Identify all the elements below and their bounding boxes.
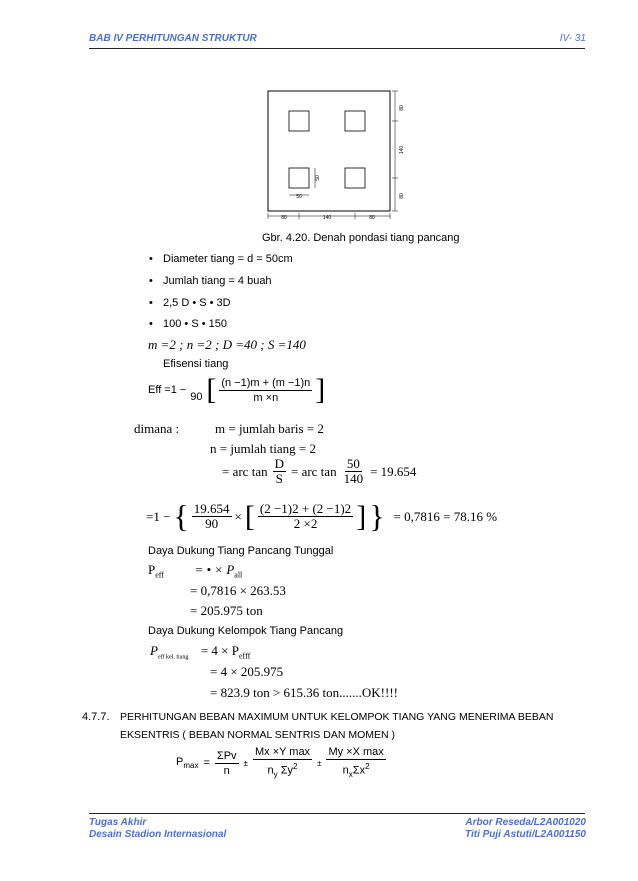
pmax-f2-den: $n_y$ $\Sigma y^2$	[267, 762, 298, 779]
theta-formula	[222, 457, 416, 486]
dim-right-bot: 80	[399, 193, 405, 199]
m-definition: m = jumlah baris = 2	[215, 421, 324, 436]
eff-theta-fraction	[189, 376, 203, 404]
figure-caption: Gbr. 4.20. Denah pondasi tiang pancang	[262, 232, 460, 244]
calc-fraction-2	[258, 502, 353, 531]
theta-50: 50	[346, 456, 360, 471]
pmax-f3-den: $n_x\Sigma x^2$	[342, 762, 370, 779]
efficiency-calculation: =1 − { $\frac{19.654}{90}$ × [ $\frac{(2 -1)2 + (2 -1)2}{2 \times 2}$ ] } = 0,7816 = 78.16 %	[146, 498, 498, 534]
efficiency-label: Efisensi tiang	[163, 358, 229, 370]
pmax-equals: =	[203, 757, 210, 770]
theta-arctan-2: = arc tan	[290, 463, 337, 479]
efficiency-formula	[148, 375, 325, 405]
pmax-plusminus-1: ±	[243, 758, 248, 768]
calc-f2-den: 2 ×2	[293, 516, 318, 531]
bullet-diameter: • Diameter tiang = d = 50cm	[163, 253, 293, 265]
single-line-1	[148, 562, 242, 580]
n-definition: n = jumlah tiang = 2	[210, 441, 317, 456]
footer-right-1: Arbor Reseda/L2A001020	[465, 817, 586, 828]
calc-times: ×	[234, 508, 242, 524]
calc-f1-den: 90	[205, 516, 219, 531]
pmax-plusminus-2: ±	[317, 758, 322, 768]
eff-denominator: m ×n	[253, 391, 279, 404]
footer-left-2: Desain Stadion Internasional	[89, 829, 227, 840]
dim-bottom-mid: 140	[322, 215, 332, 221]
group-rhs-sub: efff	[239, 651, 251, 661]
theta-result: = 19.654	[370, 463, 417, 479]
single-rhs-sub: all	[234, 570, 243, 580]
theta-fraction-values	[342, 457, 366, 486]
theta-d: D	[274, 456, 284, 471]
group-pile-title: Daya Dukung Kelompok Tiang Pancang	[148, 625, 344, 637]
pmax-f3-num: My ×X max	[328, 746, 384, 758]
footer-left-1: Tugas Akhir	[89, 817, 147, 828]
eff-k: 90	[190, 391, 203, 403]
pmax-f1-den: n	[223, 764, 230, 777]
calc-fraction-1	[192, 502, 232, 531]
dimana-label: dimana :	[134, 421, 180, 436]
eff-lhs: Eff =1 −	[148, 384, 187, 396]
single-p: P	[148, 562, 156, 577]
single-pile-title: Daya Dukung Tiang Pancang Tunggal	[148, 545, 334, 557]
theta-fraction-ds	[273, 457, 286, 486]
section-title-line-1: PERHITUNGAN BEBAN MAXIMUM UNTUK KELOMPOK TIANG YANG MENERIMA BEBAN	[120, 711, 554, 723]
header-rule	[89, 48, 585, 49]
pmax-f1-num: ΣPv	[216, 749, 237, 762]
pmax-lhs: $P_{max}$	[176, 756, 199, 771]
theta-140: 140	[343, 471, 364, 486]
bullet-spacing-d: • 2,5 D • S • 3D	[163, 297, 231, 309]
dim-right-top: 80	[399, 105, 405, 111]
header-page-number: IV- 31	[559, 33, 586, 44]
bullet-count: • Jumlah tiang = 4 buah	[163, 275, 272, 287]
dim-inner-h: 50	[315, 175, 321, 181]
bracket-close: ]	[315, 373, 326, 406]
footer-right-2: Titi Puji Astuti/L2A001150	[465, 829, 586, 840]
eff-main-fraction	[219, 376, 312, 405]
single-rhs: = • × P	[194, 562, 235, 577]
eff-numerator: (n −1)m + (m −1)n	[221, 376, 311, 389]
group-p: P	[150, 643, 158, 658]
bullet-spacing-s: • 100 • S • 150	[163, 318, 227, 330]
section-title-line-2: EKSENTRIS ( BEBAN NORMAL SENTRIS DAN MOMEN )	[120, 729, 395, 741]
pmax-formula	[176, 745, 386, 782]
group-p-sub: eff kel. tiang	[157, 654, 189, 661]
calc-result: = 0,7816 = 78.16 %	[393, 508, 498, 524]
group-line-3: = 823.9 ton > 615.36 ton.......OK!!!!	[210, 685, 398, 700]
calc-f1-num: 19.654	[193, 501, 230, 516]
dim-bottom-left: 80	[281, 215, 287, 221]
dim-bottom-right: 80	[369, 215, 375, 221]
pmax-fraction-1	[215, 749, 239, 778]
bracket-open: [	[206, 373, 217, 406]
single-p-sub: eff	[155, 570, 164, 580]
calc-f2-num: (2 −1)2 + (2 −1)2	[259, 501, 352, 516]
dim-inner-w: 50	[296, 194, 302, 200]
group-rhs: = 4 × P	[200, 643, 239, 658]
pmax-f2-num: Mx ×Y max	[254, 746, 311, 758]
pmax-fraction-3	[326, 745, 385, 782]
theta-arctan-1: = arc tan	[222, 463, 268, 479]
calc-lhs: =1 −	[146, 508, 171, 524]
group-line-2: = 4 × 205.975	[210, 664, 284, 679]
dim-right-mid: 140	[399, 145, 405, 155]
group-line-1	[150, 643, 250, 661]
pile-plan-figure	[262, 88, 412, 224]
section-number: 4.7.7.	[82, 711, 110, 723]
header-left: BAB IV PERHITUNGAN STRUKTUR	[89, 33, 257, 44]
single-line-2: = 0,7816 × 263.53	[190, 583, 286, 598]
single-line-3: = 205.975 ton	[190, 603, 263, 618]
theta-s: S	[275, 471, 283, 486]
parameters-line: m =2 ; n =2 ; D =40 ; S =140	[148, 337, 306, 352]
footer-rule	[89, 813, 585, 814]
pmax-fraction-2	[253, 745, 312, 782]
